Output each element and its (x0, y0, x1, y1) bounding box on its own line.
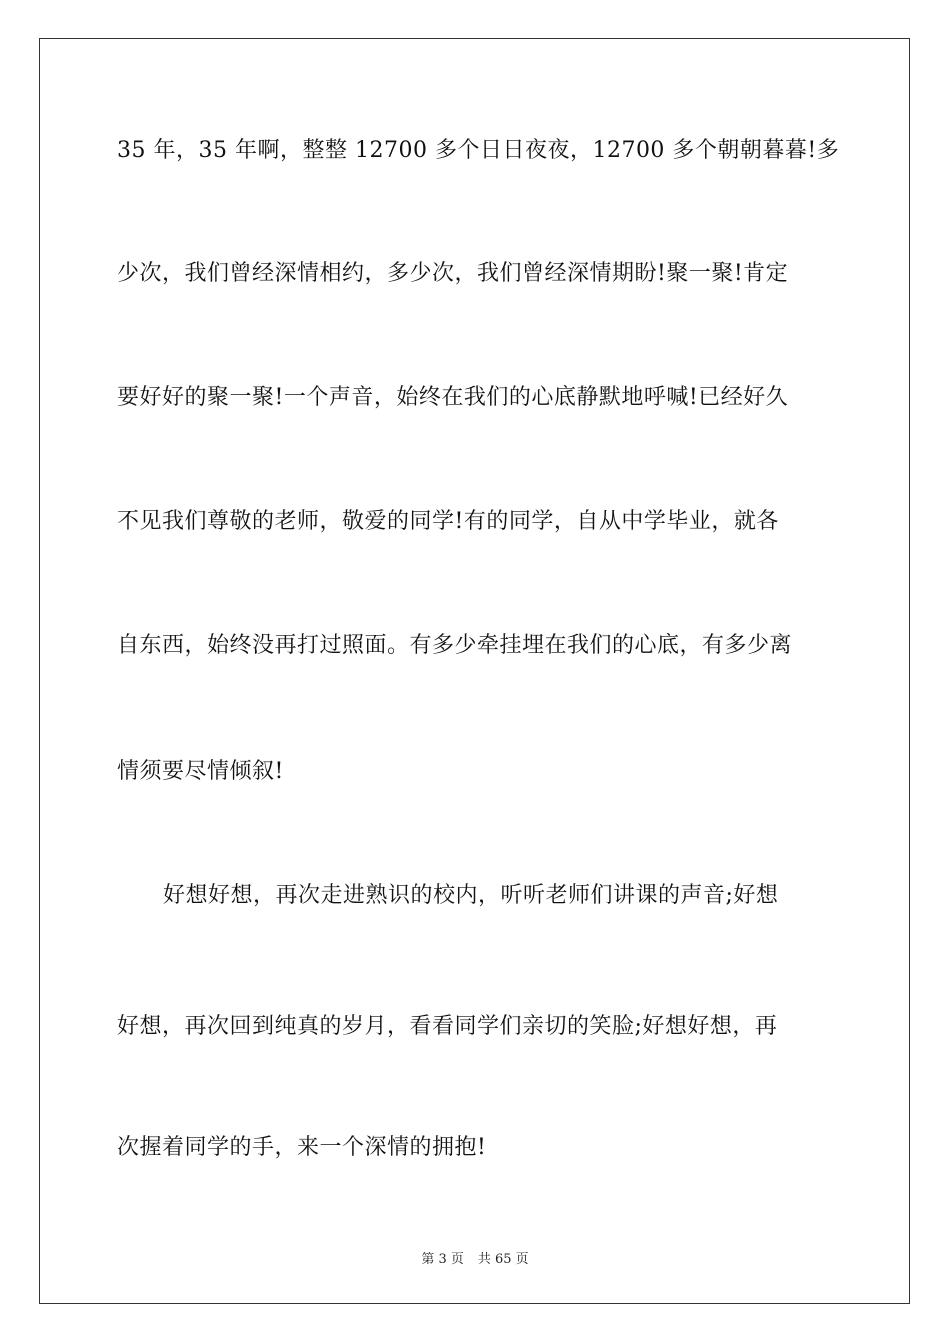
text-line-4: 不见我们尊敬的老师，敬爱的同学!有的同学，自从中学毕业，就各 (117, 509, 779, 534)
text-line-3: 要好好的聚一聚!一个声音，始终在我们的心底静默地呼喊!已经好久 (117, 385, 789, 410)
page-footer (0, 1248, 950, 1267)
text-line-7: 好想好想，再次走进熟识的校内，听听老师们讲课的声音;好想 (163, 883, 779, 908)
text-line-2: 少次，我们曾经深情相约，多少次，我们曾经深情期盼!聚一聚!肯定 (117, 261, 789, 286)
page-number: 第 3 页 (421, 1252, 464, 1267)
page-border (39, 38, 910, 1304)
text-line-9: 次握着同学的手，来一个深情的拥抱! (117, 1135, 487, 1160)
page-total: 共 65 页 (477, 1252, 529, 1267)
text-line-6: 情须要尽情倾叙! (117, 759, 284, 784)
text-line-1: 35 年，35 年啊，整整 12700 多个日日夜夜，12700 多个朝朝暮暮!多 (117, 138, 840, 163)
text-line-5: 自东西，始终没再打过照面。有多少牵挂埋在我们的心底，有多少离 (117, 633, 793, 658)
text-line-8: 好想，再次回到纯真的岁月，看看同学们亲切的笑脸;好想好想，再 (117, 1014, 778, 1039)
